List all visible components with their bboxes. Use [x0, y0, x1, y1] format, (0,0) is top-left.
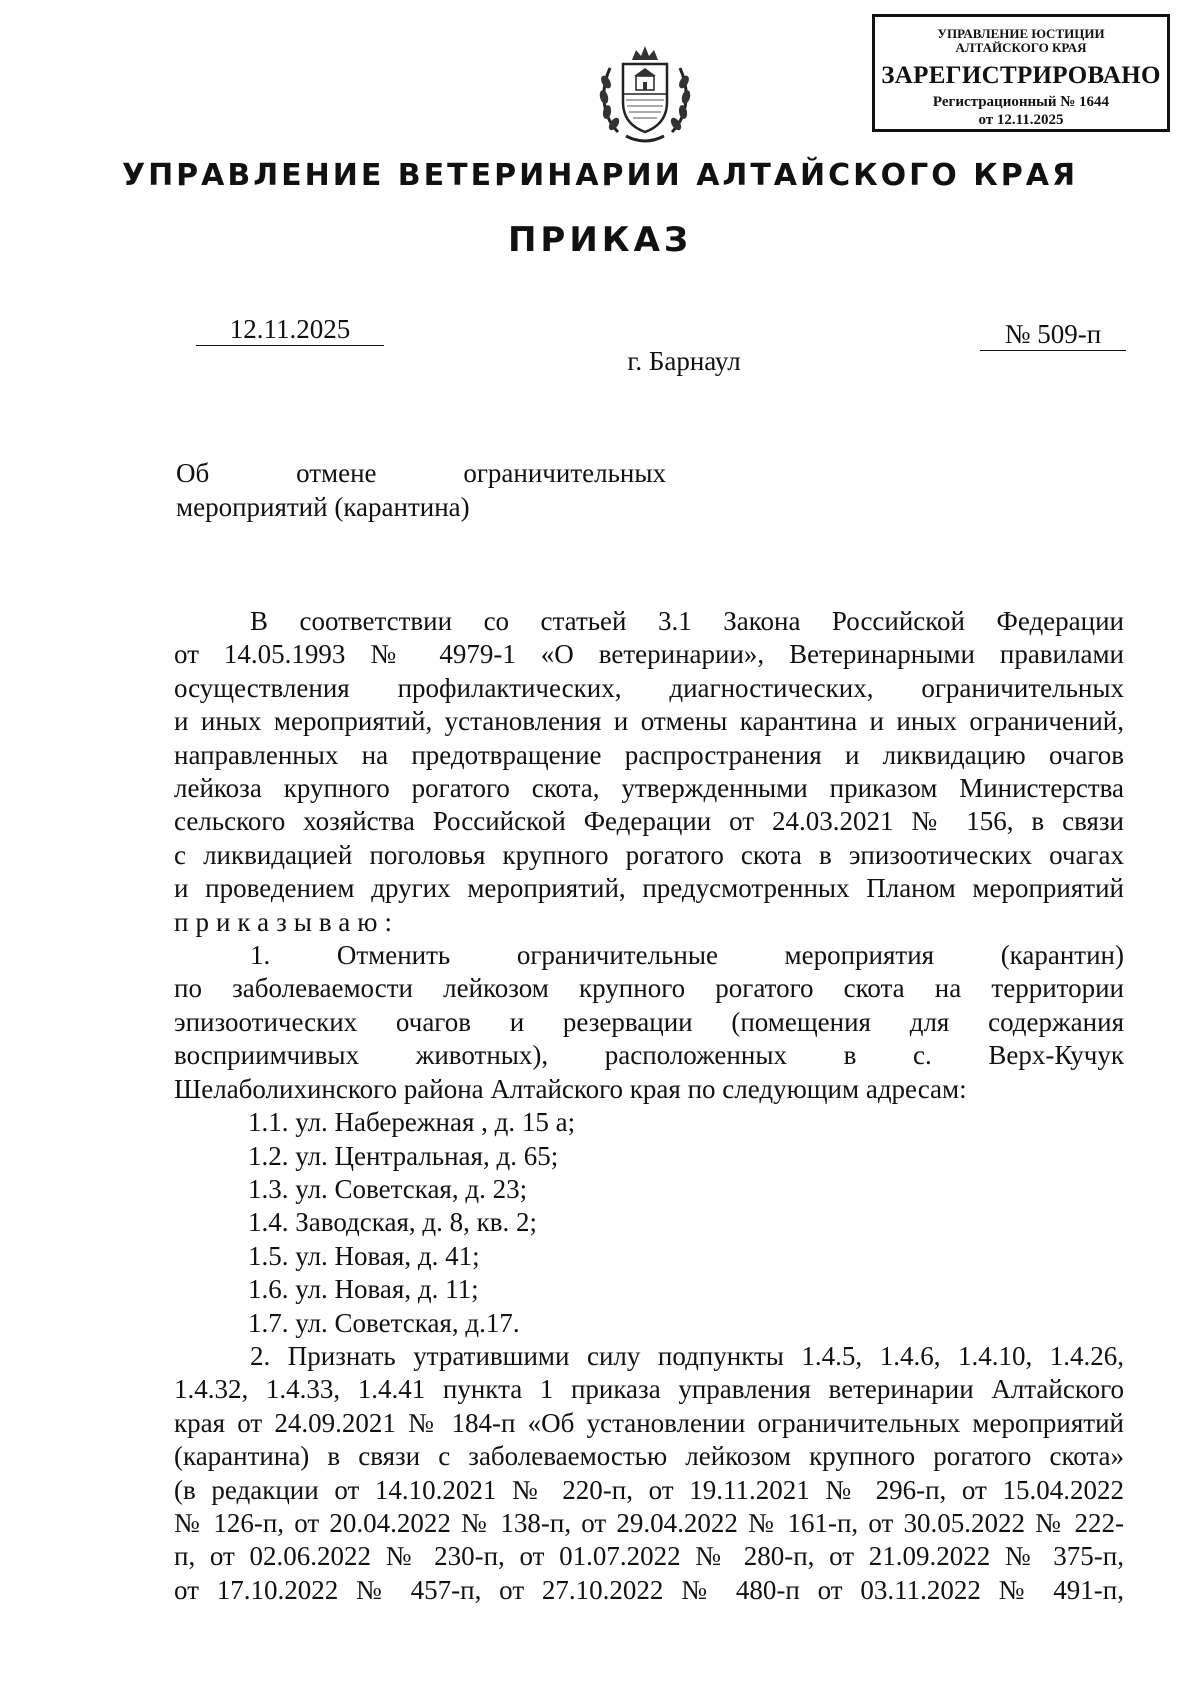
point1-line: по заболеваемости лейкозом крупного рогатого скота на территории — [174, 973, 1124, 1004]
point2-line: от 17.10.2022 № 457-п, от 27.10.2022 № 480-п от 03.11.2022 № 491-п, — [174, 1574, 1124, 1605]
document-subject — [176, 456, 666, 524]
point1-line: эпизоотических очагов и резервации (помещения для содержания — [174, 1006, 1124, 1037]
preamble-line: направленных на предотвращение распространения и ликвидацию очагов — [174, 739, 1124, 770]
document-type: ПРИКАЗ — [507, 220, 693, 260]
preamble-line: В соответствии со статьей 3.1 Закона Российской Федерации — [250, 606, 1124, 636]
stamp-status: ЗАРЕГИСТРИРОВАНО — [881, 62, 1161, 89]
address-item: 1.1. ул. Набережная , д. 15 а; — [248, 1107, 576, 1138]
subject-word: Об — [176, 458, 210, 488]
stamp-authority-line-1: УПРАВЛЕНИЕ ЮСТИЦИИ — [937, 26, 1105, 41]
registration-stamp — [872, 14, 1170, 132]
preamble-line: сельского хозяйства Российской Федерации от 24.03.2021 № 156, в связи — [174, 806, 1124, 837]
preamble-line: от 14.05.1993 № 4979-1 «О ветеринарии», Ветеринарными правилами — [174, 639, 1124, 670]
point1-line: восприимчивых животных), расположенных в с. Верх-Кучук — [174, 1040, 1124, 1071]
document-city: г. Барнаул — [627, 346, 741, 376]
address-item: 1.2. ул. Центральная, д. 65; — [248, 1140, 559, 1171]
preamble-line: и иных мероприятий, установления и отмены карантина и иных ограничений, — [174, 706, 1124, 737]
preamble-line: с ликвидацией поголовья крупного рогатого скота в эпизоотических очагах — [174, 839, 1124, 870]
stamp-reg-date: от 12.11.2025 — [978, 112, 1064, 128]
point2-line: п, от 02.06.2022 № 230-п, от 01.07.2022 № 280-п, от 21.09.2022 № 375-п, — [174, 1541, 1124, 1572]
stamp-authority-line-2: АЛТАЙСКОГО КРАЯ — [955, 40, 1087, 55]
address-item: 1.4. Заводская, д. 8, кв. 2; — [248, 1207, 537, 1238]
document-number: № 509-п — [980, 318, 1126, 351]
point1-line: 1. Отменить ограничительные мероприятия (карантин) — [250, 940, 1124, 971]
point2-line: № 126-п, от 20.04.2022 № 138-п, от 29.04.2022 № 161-п, от 30.05.2022 № 222- — [174, 1507, 1124, 1538]
preamble-line: и проведением других мероприятий, предусмотренных Планом мероприятий — [174, 873, 1124, 904]
point2-line: 2. Признать утратившими силу подпункты 1.4.5, 1.4.6, 1.4.10, 1.4.26, — [250, 1340, 1124, 1371]
point1-line: Шелаболихинского района Алтайского края по следующим адресам: — [174, 1073, 967, 1104]
address-item: 1.7. ул. Советская, д.17. — [248, 1307, 520, 1338]
subject-word: отмене — [296, 458, 377, 488]
subject-line-2: мероприятий (карантина) — [176, 492, 470, 522]
document-date: 12.11.2025 — [196, 313, 384, 346]
subject-word: ограничительных — [463, 458, 666, 488]
preamble-line: лейкоза крупного рогатого скота, утвержденными приказом Министерства — [174, 773, 1124, 804]
organization-title: УПРАВЛЕНИЕ ВЕТЕРИНАРИИ АЛТАЙСКОГО КРАЯ — [121, 158, 1079, 193]
coat-of-arms-icon — [596, 42, 694, 146]
point2-line: (карантина) в связи с заболеваемостью лейкозом крупного рогатого скота» — [174, 1441, 1124, 1472]
order-word: приказываю: — [174, 906, 399, 937]
preamble-line: осуществления профилактических, диагностических, ограничительных — [174, 672, 1124, 703]
document-body — [174, 605, 1124, 1607]
stamp-reg-number: Регистрационный № 1644 — [932, 94, 1110, 110]
address-item: 1.5. ул. Новая, д. 41; — [248, 1240, 480, 1271]
point2-line: (в редакции от 14.10.2021 № 220-п, от 19.11.2021 № 296-п, от 15.04.2022 — [174, 1474, 1124, 1505]
point2-line: 1.4.32, 1.4.33, 1.4.41 пункта 1 приказа управления ветеринарии Алтайского — [174, 1374, 1124, 1405]
address-item: 1.6. ул. Новая, д. 11; — [248, 1274, 479, 1305]
point2-line: края от 24.09.2021 № 184-п «Об установлении ограничительных мероприятий — [174, 1407, 1124, 1438]
subject-line-1 — [176, 456, 666, 490]
address-item: 1.3. ул. Советская, д. 23; — [248, 1173, 528, 1204]
